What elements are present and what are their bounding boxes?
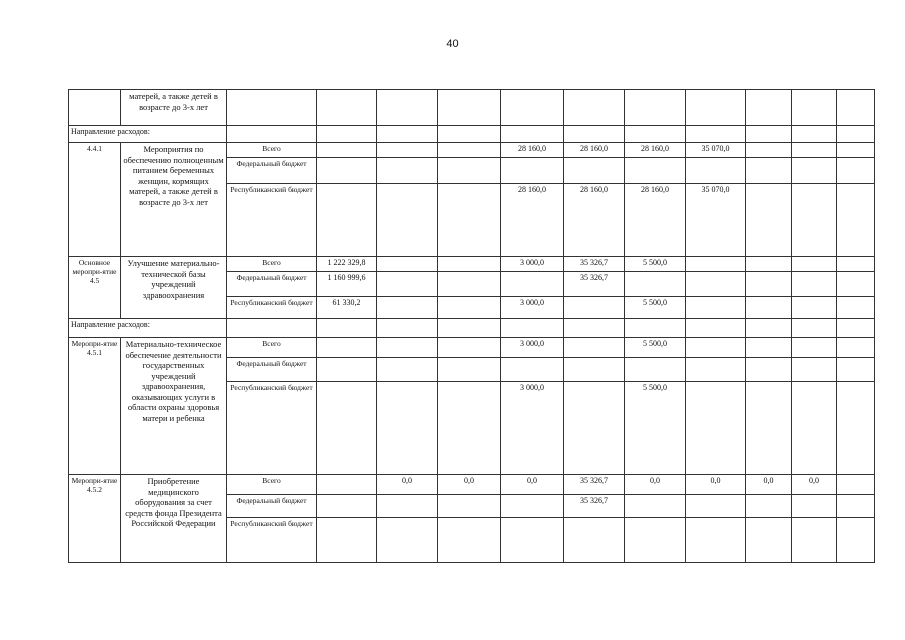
value-cell bbox=[501, 495, 564, 518]
value-cell: 5 500,0 bbox=[625, 382, 686, 475]
value-cell bbox=[438, 358, 501, 382]
value-cell bbox=[625, 358, 686, 382]
value-cell: 28 160,0 bbox=[501, 184, 564, 257]
value-cell bbox=[686, 272, 746, 297]
value-cell bbox=[837, 495, 875, 518]
value-cell bbox=[837, 319, 875, 338]
value-cell bbox=[792, 126, 837, 143]
value-cell bbox=[227, 90, 317, 126]
funding-source-cell: Республиканский бюджет bbox=[227, 297, 317, 319]
value-cell bbox=[792, 495, 837, 518]
value-cell bbox=[564, 518, 625, 563]
value-cell bbox=[746, 382, 792, 475]
value-cell bbox=[686, 158, 746, 184]
value-cell: 1 222 329,8 bbox=[317, 257, 377, 272]
funding-source-cell: Всего bbox=[227, 338, 317, 358]
value-cell: 61 330,2 bbox=[317, 297, 377, 319]
table-row bbox=[69, 90, 875, 126]
value-cell: 28 160,0 bbox=[564, 184, 625, 257]
value-cell bbox=[837, 158, 875, 184]
value-cell bbox=[377, 158, 438, 184]
value-cell bbox=[837, 272, 875, 297]
value-cell bbox=[438, 257, 501, 272]
value-cell: 0,0 bbox=[501, 475, 564, 495]
value-cell bbox=[746, 495, 792, 518]
value-cell bbox=[564, 319, 625, 338]
value-cell: 0,0 bbox=[377, 475, 438, 495]
value-cell bbox=[686, 382, 746, 475]
value-cell bbox=[686, 126, 746, 143]
value-cell bbox=[438, 272, 501, 297]
value-cell bbox=[317, 126, 377, 143]
table-row bbox=[69, 475, 875, 495]
value-cell bbox=[317, 475, 377, 495]
value-cell bbox=[625, 272, 686, 297]
value-cell: 28 160,0 bbox=[625, 184, 686, 257]
value-cell bbox=[837, 382, 875, 475]
event-name-cell: Материально-техническое обеспечение деятельности государственных учреждений здравоохранения, оказывающих услуги в области охраны здоровья матери и ребенка bbox=[121, 338, 227, 475]
value-cell bbox=[746, 358, 792, 382]
value-cell bbox=[317, 158, 377, 184]
value-cell bbox=[746, 319, 792, 338]
value-cell bbox=[377, 495, 438, 518]
value-cell bbox=[746, 257, 792, 272]
funding-source-cell: Федеральный бюджет bbox=[227, 495, 317, 518]
value-cell: 0,0 bbox=[625, 475, 686, 495]
event-name-cell: Приобретение медицинского оборудования за счет средств фонда Президента Российской Федерации bbox=[121, 475, 227, 563]
funding-source-cell: Федеральный бюджет bbox=[227, 158, 317, 184]
value-cell: 1 160 999,6 bbox=[317, 272, 377, 297]
value-cell bbox=[501, 518, 564, 563]
direction-label-cell: Направление расходов: bbox=[69, 319, 227, 338]
direction-label-cell: Направление расходов: bbox=[69, 126, 227, 143]
value-cell: 35 326,7 bbox=[564, 475, 625, 495]
value-cell bbox=[501, 158, 564, 184]
event-code-cell: Меропри-ятие 4.5.2 bbox=[69, 475, 121, 563]
value-cell bbox=[377, 338, 438, 358]
value-cell: 5 500,0 bbox=[625, 257, 686, 272]
event-code-cell: 4.4.1 bbox=[69, 143, 121, 257]
event-code-cell bbox=[69, 90, 121, 126]
value-cell bbox=[317, 518, 377, 563]
value-cell: 35 070,0 bbox=[686, 143, 746, 158]
value-cell bbox=[686, 338, 746, 358]
value-cell bbox=[746, 158, 792, 184]
value-cell bbox=[564, 126, 625, 143]
value-cell bbox=[377, 90, 438, 126]
value-cell: 28 160,0 bbox=[625, 143, 686, 158]
funding-source-cell: Всего bbox=[227, 143, 317, 158]
value-cell: 5 500,0 bbox=[625, 338, 686, 358]
event-name-cell: матерей, а также детей в возрасте до 3-х лет bbox=[121, 90, 227, 126]
value-cell bbox=[686, 495, 746, 518]
value-cell bbox=[792, 338, 837, 358]
value-cell bbox=[501, 358, 564, 382]
funding-source-cell: Республиканский бюджет bbox=[227, 184, 317, 257]
value-cell: 28 160,0 bbox=[564, 143, 625, 158]
value-cell: 3 000,0 bbox=[501, 338, 564, 358]
value-cell bbox=[625, 319, 686, 338]
value-cell bbox=[837, 297, 875, 319]
value-cell: 5 500,0 bbox=[625, 297, 686, 319]
table-row bbox=[69, 257, 875, 272]
value-cell bbox=[501, 272, 564, 297]
funding-source-cell: Федеральный бюджет bbox=[227, 272, 317, 297]
value-cell bbox=[317, 382, 377, 475]
value-cell bbox=[317, 358, 377, 382]
value-cell bbox=[377, 358, 438, 382]
value-cell bbox=[686, 319, 746, 338]
page-number: 40 bbox=[446, 38, 459, 50]
value-cell bbox=[564, 158, 625, 184]
event-code-cell: Основное меропри-ятие 4.5 bbox=[69, 257, 121, 319]
value-cell bbox=[686, 257, 746, 272]
table-row bbox=[69, 319, 875, 338]
funding-source-cell: Всего bbox=[227, 257, 317, 272]
value-cell bbox=[438, 382, 501, 475]
value-cell bbox=[792, 518, 837, 563]
funding-source-cell: Федеральный бюджет bbox=[227, 358, 317, 382]
value-cell bbox=[792, 319, 837, 338]
value-cell bbox=[746, 297, 792, 319]
value-cell bbox=[686, 518, 746, 563]
value-cell bbox=[438, 319, 501, 338]
value-cell bbox=[837, 143, 875, 158]
value-cell bbox=[317, 143, 377, 158]
value-cell: 35 326,7 bbox=[564, 257, 625, 272]
value-cell bbox=[837, 257, 875, 272]
value-cell bbox=[438, 518, 501, 563]
value-cell bbox=[377, 272, 438, 297]
value-cell bbox=[837, 184, 875, 257]
value-cell bbox=[837, 126, 875, 143]
value-cell bbox=[837, 518, 875, 563]
table-row bbox=[69, 338, 875, 358]
value-cell bbox=[746, 143, 792, 158]
value-cell bbox=[746, 90, 792, 126]
value-cell bbox=[686, 90, 746, 126]
value-cell bbox=[837, 90, 875, 126]
value-cell bbox=[438, 126, 501, 143]
value-cell bbox=[377, 126, 438, 143]
value-cell bbox=[438, 143, 501, 158]
value-cell bbox=[625, 518, 686, 563]
value-cell bbox=[792, 297, 837, 319]
value-cell: 0,0 bbox=[746, 475, 792, 495]
value-cell bbox=[746, 518, 792, 563]
funding-source-cell: Республиканский бюджет bbox=[227, 518, 317, 563]
value-cell: 35 070,0 bbox=[686, 184, 746, 257]
value-cell bbox=[317, 495, 377, 518]
value-cell bbox=[625, 158, 686, 184]
value-cell bbox=[837, 338, 875, 358]
value-cell bbox=[746, 184, 792, 257]
value-cell bbox=[564, 382, 625, 475]
value-cell bbox=[792, 257, 837, 272]
value-cell bbox=[377, 184, 438, 257]
value-cell bbox=[377, 518, 438, 563]
value-cell: 28 160,0 bbox=[501, 143, 564, 158]
value-cell bbox=[792, 382, 837, 475]
value-cell bbox=[792, 143, 837, 158]
value-cell bbox=[792, 90, 837, 126]
value-cell bbox=[792, 158, 837, 184]
value-cell bbox=[746, 126, 792, 143]
value-cell: 35 326,7 bbox=[564, 272, 625, 297]
value-cell bbox=[438, 90, 501, 126]
value-cell bbox=[377, 297, 438, 319]
value-cell bbox=[625, 126, 686, 143]
value-cell bbox=[227, 319, 317, 338]
value-cell bbox=[501, 90, 564, 126]
event-name-cell: Мероприятия по обеспечению полноценным питанием беременных женщин, кормящих матерей, а также детей в возрасте до 3-х лет bbox=[121, 143, 227, 257]
value-cell bbox=[792, 358, 837, 382]
value-cell bbox=[501, 126, 564, 143]
value-cell bbox=[317, 184, 377, 257]
funding-source-cell: Республиканский бюджет bbox=[227, 382, 317, 475]
value-cell bbox=[625, 495, 686, 518]
value-cell bbox=[377, 382, 438, 475]
value-cell bbox=[438, 495, 501, 518]
value-cell bbox=[438, 158, 501, 184]
value-cell bbox=[377, 143, 438, 158]
value-cell bbox=[377, 319, 438, 338]
value-cell bbox=[792, 272, 837, 297]
value-cell: 0,0 bbox=[438, 475, 501, 495]
value-cell: 0,0 bbox=[792, 475, 837, 495]
value-cell bbox=[438, 184, 501, 257]
value-cell bbox=[317, 319, 377, 338]
value-cell: 3 000,0 bbox=[501, 382, 564, 475]
value-cell bbox=[227, 126, 317, 143]
funding-source-cell: Всего bbox=[227, 475, 317, 495]
value-cell bbox=[686, 297, 746, 319]
budget-table bbox=[68, 89, 875, 563]
value-cell bbox=[377, 257, 438, 272]
value-cell bbox=[686, 358, 746, 382]
value-cell bbox=[564, 90, 625, 126]
value-cell bbox=[564, 297, 625, 319]
value-cell: 0,0 bbox=[686, 475, 746, 495]
value-cell bbox=[438, 338, 501, 358]
budget-table-body bbox=[69, 90, 875, 563]
value-cell bbox=[438, 297, 501, 319]
value-cell bbox=[317, 338, 377, 358]
value-cell bbox=[746, 272, 792, 297]
table-row bbox=[69, 143, 875, 158]
value-cell bbox=[625, 90, 686, 126]
value-cell: 3 000,0 bbox=[501, 297, 564, 319]
value-cell: 3 000,0 bbox=[501, 257, 564, 272]
value-cell bbox=[792, 184, 837, 257]
value-cell bbox=[746, 338, 792, 358]
event-name-cell: Улучшение материально-технической базы учреждений здравоохранения bbox=[121, 257, 227, 319]
value-cell bbox=[837, 358, 875, 382]
table-row bbox=[69, 126, 875, 143]
value-cell: 35 326,7 bbox=[564, 495, 625, 518]
event-code-cell: Меропри-ятие 4.5.1 bbox=[69, 338, 121, 475]
value-cell bbox=[317, 90, 377, 126]
value-cell bbox=[501, 319, 564, 338]
value-cell bbox=[564, 338, 625, 358]
value-cell bbox=[837, 475, 875, 495]
value-cell bbox=[564, 358, 625, 382]
